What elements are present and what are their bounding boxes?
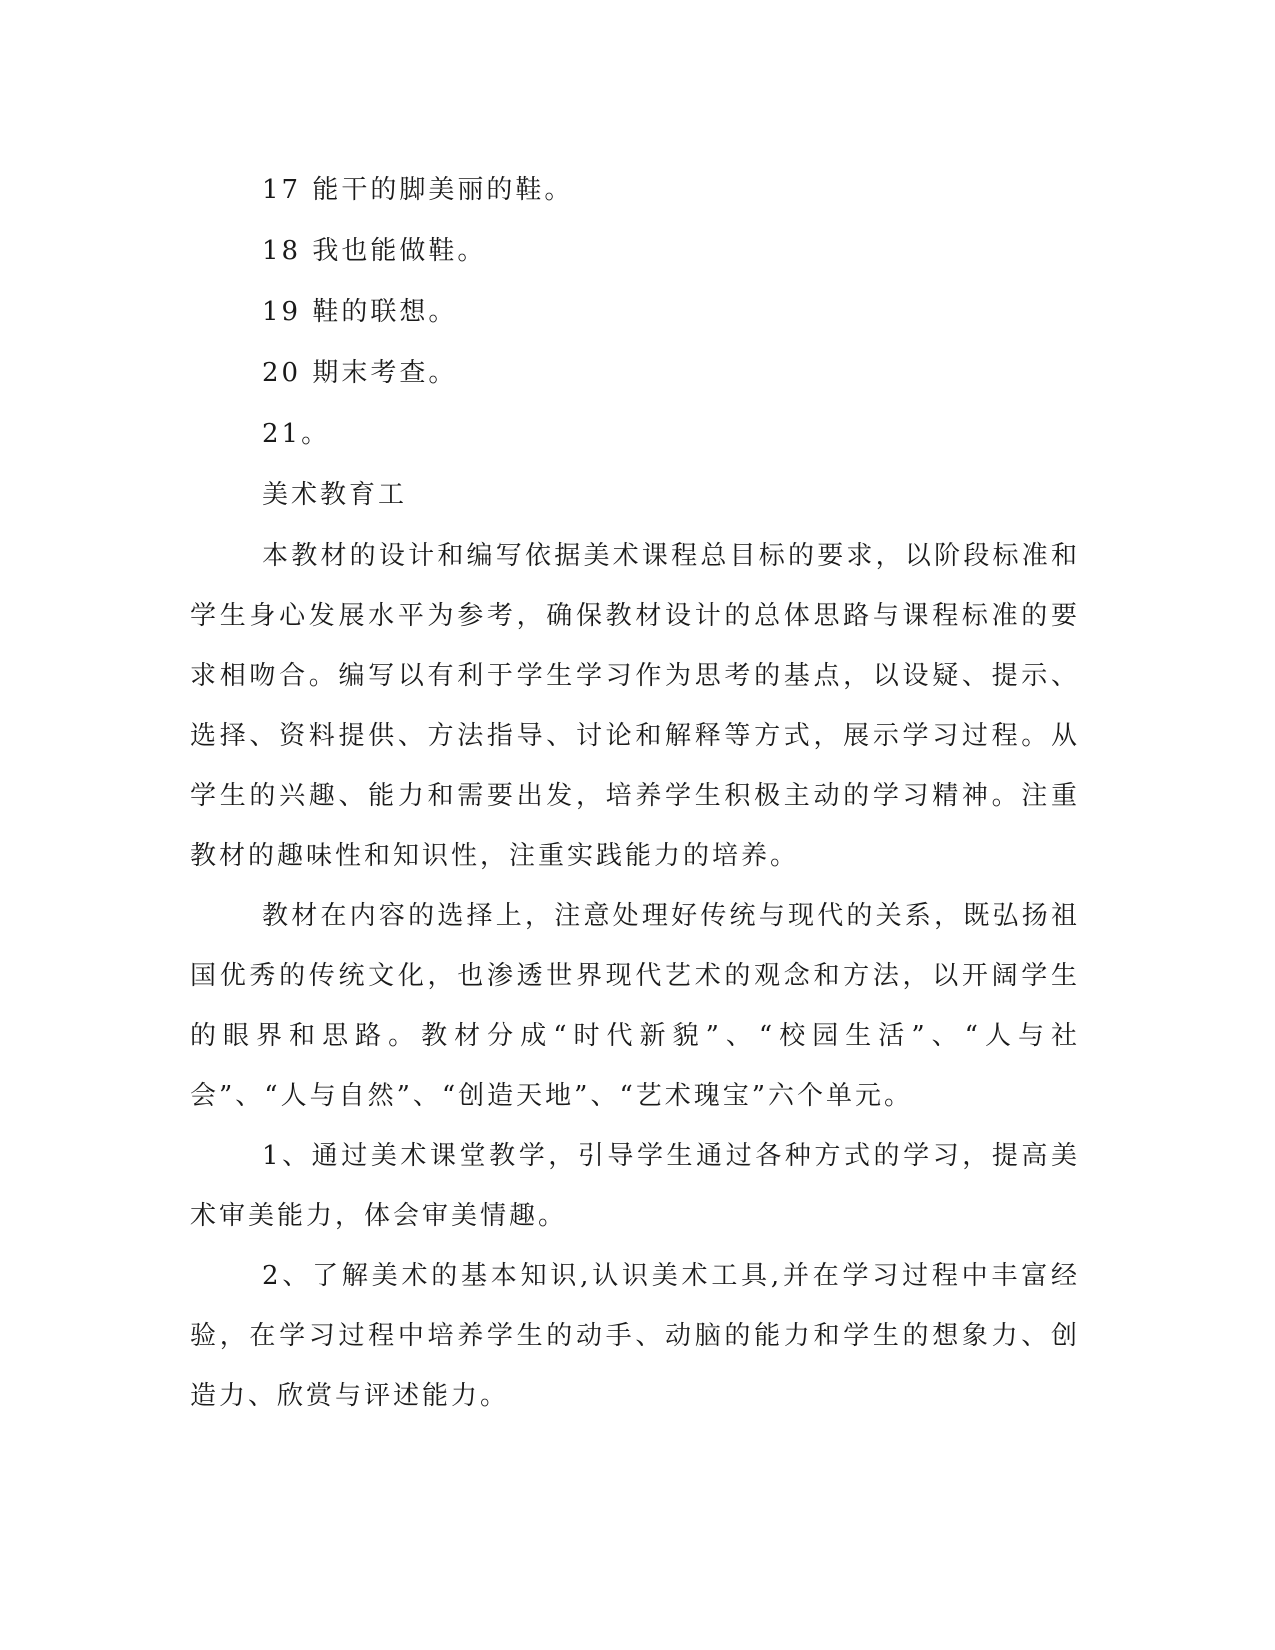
list-item: 17 能干的脚美丽的鞋。 xyxy=(262,175,574,205)
document-body xyxy=(190,160,1080,1426)
section-heading: 美术教育工 xyxy=(262,480,408,510)
list-item: 19 鞋的联想。 xyxy=(262,297,458,327)
paragraph: 2、了解美术的基本知识,认识美术工具,并在学习过程中丰富经验，在学习过程中培养学生的动手、动脑的能力和学生的想象力、创造力、欣赏与评述能力。 xyxy=(190,1261,1080,1411)
list-item: 20 期末考查。 xyxy=(262,358,458,388)
paragraph: 本教材的设计和编写依据美术课程总目标的要求，以阶段标准和学生身心发展水平为参考，确保教材设计的总体思路与课程标准的要求相吻合。编写以有利于学生学习作为思考的基点，以设疑、提示、选择、资料提供、方法指导、讨论和解释等方式，展示学习过程。从学生的兴趣、能力和需要出发，培养学生积极主动的学习精神。注重教材的趣味性和知识性，注重实践能力的培养。 xyxy=(190,541,1080,871)
paragraph: 教材在内容的选择上，注意处理好传统与现代的关系，既弘扬祖国优秀的传统文化，也渗透世界现代艺术的观念和方法，以开阔学生的眼界和思路。教材分成“时代新貌”、“校园生活”、“人与社会”、“人与自然”、“创造天地”、“艺术瑰宝”六个单元。 xyxy=(190,901,1080,1111)
list-item: 21。 xyxy=(262,419,331,449)
list-item: 18 我也能做鞋。 xyxy=(262,236,487,266)
paragraph: 1、通过美术课堂教学，引导学生通过各种方式的学习，提高美术审美能力，体会审美情趣。 xyxy=(190,1141,1080,1231)
